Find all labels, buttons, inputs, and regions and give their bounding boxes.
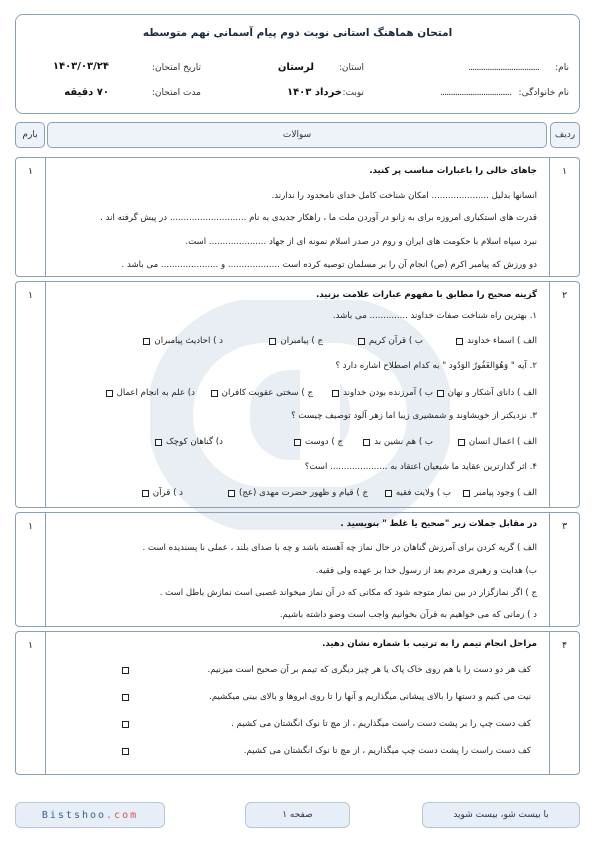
question-number: ۳ — [549, 513, 579, 626]
question-title: در مقابل جملات زیر "صحیح یا غلط " بنویسید . — [340, 519, 537, 529]
footer-slogan: با بیست شو، بیست شوید — [422, 802, 580, 828]
term-value: خرداد ۱۴۰۳ — [286, 87, 342, 98]
checkbox[interactable] — [458, 439, 465, 446]
checkbox[interactable] — [106, 390, 113, 397]
family-label: نام خانوادگی: — [518, 88, 569, 98]
checkbox[interactable] — [122, 748, 129, 755]
checkbox[interactable] — [122, 721, 129, 728]
option-b[interactable] — [358, 336, 423, 346]
question-score: ۱ — [16, 513, 46, 626]
question-number: ۲ — [549, 282, 579, 507]
option-d[interactable] — [142, 488, 183, 498]
question-title: گزینه صحیح را مطابق با مفهوم عبارات علامت بزنید. — [315, 290, 537, 300]
option-b[interactable] — [363, 437, 433, 447]
option-label: الف ) اسماء خداوند — [467, 336, 537, 346]
option-label: الف ) وجود پیامبر — [474, 488, 537, 498]
site-link[interactable] — [15, 802, 165, 828]
true-false-line: الف ) گریه کردن برای آمرزش گناهان در حال نماز چه آهسته باشد و چه با صدای بلند ، عملی نا پسندیده است . — [142, 543, 537, 553]
option-label: ب ) هم نشین بد — [374, 437, 433, 447]
question-score: ۱ — [16, 158, 46, 276]
true-false-line: د ) زمانی که می خواهیم به قرآن بخوانیم واجب است وضو داشته باشیم. — [279, 610, 537, 620]
site-name: Bistshoo — [41, 809, 107, 821]
option-label: ب ) قرآن کریم — [368, 336, 423, 346]
option-c[interactable] — [294, 437, 343, 447]
checkbox[interactable] — [228, 490, 235, 497]
province-value: لرستان — [277, 62, 314, 73]
site-domain: .com — [106, 809, 139, 821]
option-label: الف ) دانای آشکار و نهان — [447, 388, 537, 398]
question-title: مراحل انجام تیمم را به ترتیب با شماره نشان دهید. — [322, 639, 537, 649]
option-label: ج ) قیام و ظهور حضرت مهدی (عج) — [239, 488, 368, 498]
questions-header: سوالات — [47, 122, 547, 148]
checkbox[interactable] — [155, 439, 162, 446]
fill-blank-line: انسانها بدلیل ..................... امکان شناخت کامل خدای نامحدود را ندارند. — [271, 191, 537, 201]
checkbox[interactable] — [142, 490, 149, 497]
option-label: د ) احادیث پیامبران — [154, 336, 223, 346]
step-line: کف دست راست را پشت دست چپ میگذاریم ، از مچ تا نوک انگشتان می کشیم. — [243, 746, 531, 756]
option-c[interactable] — [269, 336, 323, 346]
option-label: ب ) آمرزنده بودن خداوند — [343, 388, 433, 398]
sub-question: ۲. آیه " وَهُوَالغَفُورُ الوَدُود " به کدام اصطلاح اشاره دارد ؟ — [335, 361, 537, 371]
exam-header — [15, 14, 580, 114]
question-score: ۱ — [16, 282, 46, 507]
question-2 — [15, 281, 580, 508]
name-label: نام: — [555, 63, 569, 73]
duration-label: مدت امتحان: — [151, 88, 201, 98]
sub-question: ۴. اثر گذارترین عقاید ما شیعیان اعتقاد به ..................... است؟ — [304, 462, 537, 472]
date-label: تاریخ امتحان: — [152, 63, 201, 73]
option-d[interactable] — [155, 437, 223, 447]
checkbox[interactable] — [456, 338, 463, 345]
option-b[interactable] — [385, 488, 451, 498]
checkbox[interactable] — [332, 390, 339, 397]
true-false-line: ب) هدایت و رهبری مردم بعد از رسول خدا بر عهده ولی فقیه. — [315, 566, 537, 576]
checkbox[interactable] — [358, 338, 365, 345]
question-4 — [15, 631, 580, 775]
family-field[interactable]: ...................................... — [440, 88, 511, 98]
checkbox[interactable] — [437, 390, 444, 397]
option-c[interactable] — [228, 488, 368, 498]
fill-blank-line: قدرت های استکباری امروزه برای به زانو در آوردن ملت ما ، راهکار جدیدی به نام ............................ در پیش گرفته اند . — [100, 213, 537, 223]
option-b[interactable] — [332, 388, 433, 398]
option-d[interactable] — [143, 336, 223, 346]
option-a[interactable] — [456, 336, 537, 346]
checkbox[interactable] — [363, 439, 370, 446]
option-label: د) گناهان کوچک — [166, 437, 223, 447]
checkbox[interactable] — [294, 439, 301, 446]
option-d[interactable] — [106, 388, 195, 398]
option-c[interactable] — [211, 388, 313, 398]
checkbox[interactable] — [122, 667, 129, 674]
step-line: کف هر دو دست را با هم روی خاک پاک یا هر چیز دیگری که تیمم بر آن صحیح است میزنیم. — [207, 665, 531, 675]
true-false-line: ج ) اگر نمازگزار در بین نماز متوجه شود که مکانی که در آن نماز میخواند غصبی است نمازش باطل است . — [159, 588, 537, 598]
fill-blank-line: نبرد سپاه اسلام با حکومت های ایران و روم در صدر اسلام نمونه ای از جهاد ..................... است. — [185, 237, 537, 247]
checkbox[interactable] — [211, 390, 218, 397]
duration-value: ۷۰ دقیقه — [64, 87, 109, 98]
step-line: نیت می کنیم و دستها را بالای پیشانی میگذاریم و آنها را تا روی ابروها و بالای بینی میکشیم. — [209, 692, 531, 702]
date-value: ۱۴۰۳/۰۳/۲۴ — [52, 61, 109, 72]
step-line: کف دست چپ را بر پشت دست راست میگذاریم ، از مچ تا نوک انگشتان می کشیم . — [231, 719, 531, 729]
option-label: ب ) ولایت فقیه — [395, 488, 451, 498]
exam-title: امتحان هماهنگ استانی نوبت دوم پیام آسمانی نهم متوسطه — [142, 27, 453, 39]
question-3 — [15, 512, 580, 627]
option-label: ج ) پیامبران — [280, 336, 323, 346]
page-number: صفحه ۱ — [245, 802, 350, 828]
name-field[interactable]: ...................................... — [468, 63, 539, 73]
option-label: د ) قرآن — [152, 488, 183, 498]
question-title: جاهای خالی را باعبارات مناسب پر کنید. — [369, 166, 537, 176]
checkbox[interactable] — [143, 338, 150, 345]
checkbox[interactable] — [385, 490, 392, 497]
checkbox[interactable] — [122, 694, 129, 701]
option-label: د) علم به انجام اعمال — [116, 388, 195, 398]
question-1 — [15, 157, 580, 277]
option-label: الف ) اعمال انسان — [468, 437, 537, 447]
checkbox[interactable] — [269, 338, 276, 345]
sub-question: ۳. نزدیکتر از خویشاوند و شمشیری زیبا اما زهر آلود توصیف چیست ؟ — [291, 411, 537, 421]
score-header: بارم — [15, 122, 45, 148]
province-label: استان: — [338, 63, 364, 73]
sub-question: ۱. بهترین راه شناخت صفات خداوند .............. می باشد. — [332, 311, 537, 321]
option-label: ج ) دوست — [305, 437, 343, 447]
option-label: ج ) سختی عقوبت کافران — [221, 388, 313, 398]
term-label: نوبت: — [342, 88, 364, 98]
question-number: ۴ — [549, 632, 579, 774]
row-header: ردیف — [550, 122, 580, 148]
question-number: ۱ — [549, 158, 579, 276]
fill-blank-line: دو ورزش که پیامبر اکرم (ص) انجام آن را بر مسلمان توصیه کرده است ................... و ..................... می باشد . — [121, 260, 537, 270]
option-a[interactable] — [463, 488, 537, 498]
question-score: ۱ — [16, 632, 46, 774]
option-a[interactable] — [437, 388, 537, 398]
checkbox[interactable] — [463, 490, 470, 497]
option-a[interactable] — [458, 437, 537, 447]
